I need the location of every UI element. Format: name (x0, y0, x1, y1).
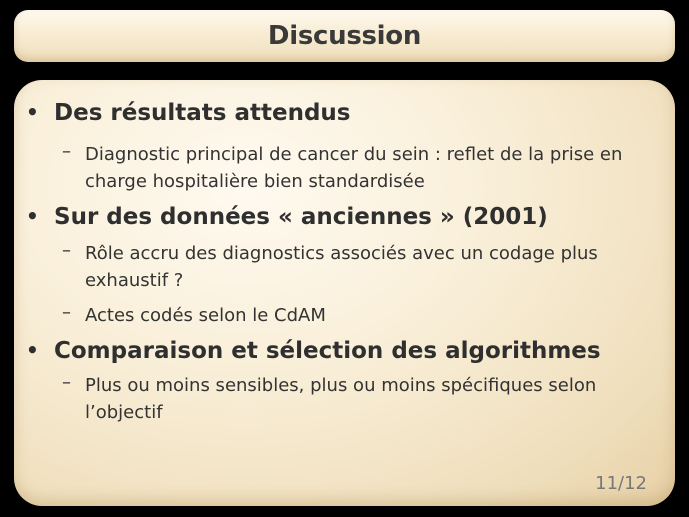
subbullet-mark: – (62, 240, 71, 261)
subbullet-mark: – (62, 302, 71, 323)
subbullet-mark: – (62, 372, 71, 393)
bullet-text: Comparaison et sélection des algorithmes (54, 338, 601, 364)
bullet-mark: • (26, 204, 39, 228)
slide-title-box (14, 10, 675, 62)
bullet-text: Des résultats attendus (54, 100, 351, 126)
page-number: 11/12 (595, 473, 647, 494)
subbullet-text: Plus ou moins sensibles, plus ou moins spécifiques selon l’objectif (85, 375, 597, 423)
subbullet-text: Rôle accru des diagnostics associés avec un codage plus exhaustif ? (85, 243, 598, 291)
bullet-mark: • (26, 100, 39, 124)
bullet-text: Sur des données « anciennes » (2001) (54, 204, 548, 230)
subbullet-text: Diagnostic principal de cancer du sein : reflet de la prise en charge hospitalière bien standardisée (85, 144, 623, 192)
subbullet-text: Actes codés selon le CdAM (85, 305, 326, 326)
slide-content (14, 80, 675, 506)
bullet-mark: • (26, 338, 39, 362)
slide-title: Discussion (267, 21, 422, 51)
subbullet-mark: – (62, 141, 71, 162)
